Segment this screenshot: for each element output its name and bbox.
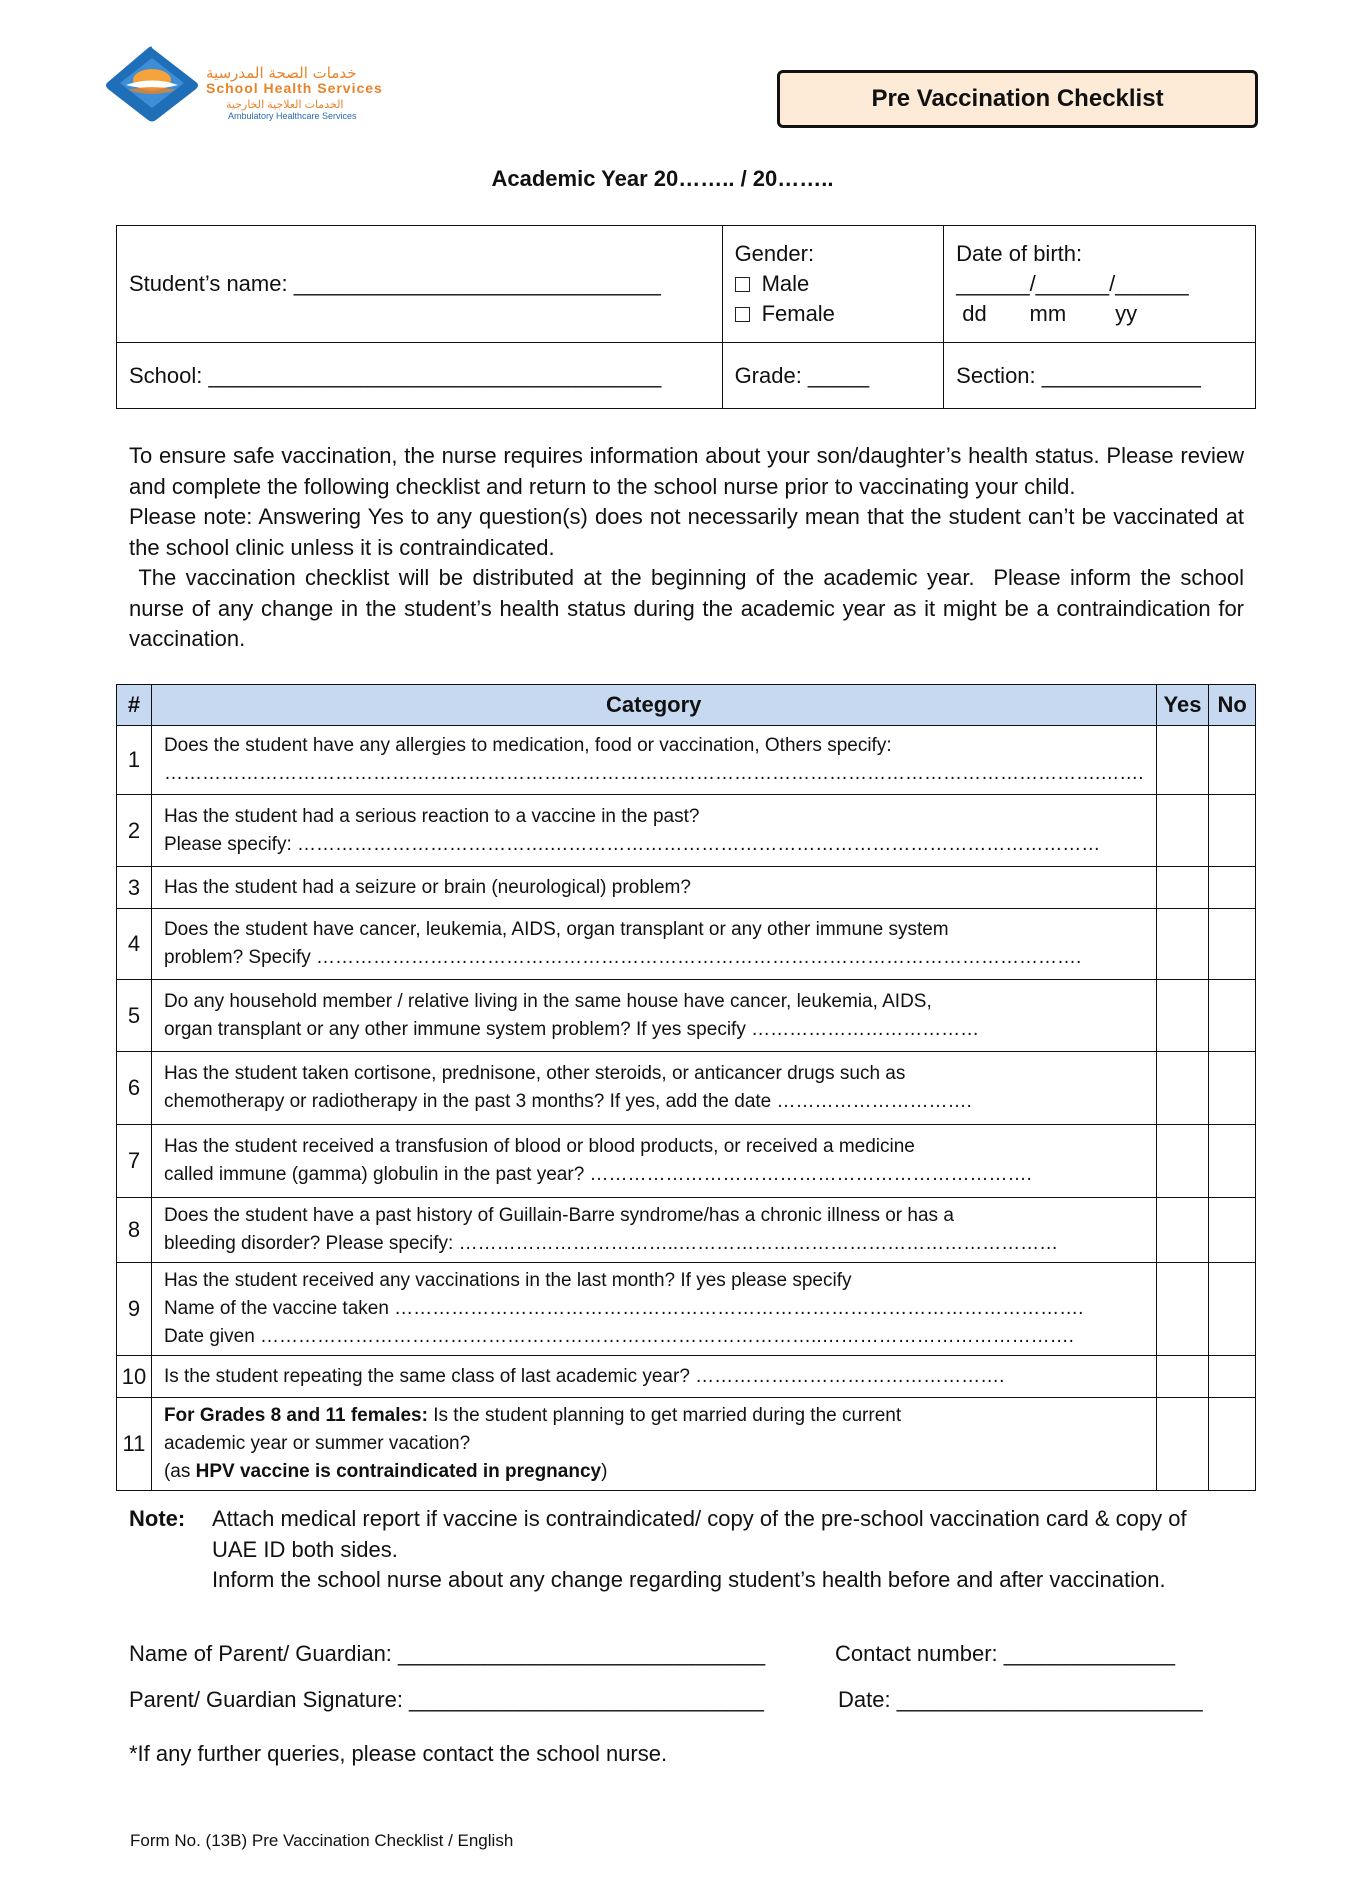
school-health-logo (104, 46, 404, 124)
table-row (117, 1198, 1256, 1263)
table-row (117, 867, 1256, 909)
logo-english-subtitle: Ambulatory Healthcare Services (228, 111, 357, 121)
table-row (117, 1398, 1256, 1491)
parent-name-field[interactable]: Name of Parent/ Guardian: ______________________________ (129, 1641, 766, 1666)
question-line: Is the student repeating the same class of last academic year? …………………………………………. (163, 1365, 1005, 1387)
question-line: Name of the vaccine taken ………………………………………………………………………………………………. (163, 1298, 1084, 1319)
contact-number-field[interactable]: Contact number: ______________ (835, 1641, 1176, 1666)
question-line: Has the student taken cortisone, prednisone, other steroids, or anticancer drugs such as (163, 1063, 906, 1084)
form-title: Pre Vaccination Checklist (777, 70, 1258, 128)
row-number: 2 (117, 795, 152, 867)
question-text: ) (601, 1461, 608, 1482)
yes-cell[interactable] (1156, 1356, 1209, 1398)
yes-cell[interactable] (1156, 1263, 1209, 1356)
question-text: (as (163, 1461, 196, 1482)
question-cell (151, 1356, 1156, 1398)
note-line: Attach medical report if vaccine is contraindicated/ copy of the pre-school vaccination card & copy of (212, 1506, 1187, 1531)
dob-parts: dd mm yy (956, 301, 1138, 326)
dob-label: Date of birth: (956, 241, 1083, 266)
parent-signature-field[interactable]: Parent/ Guardian Signature: _____________________________ (129, 1687, 764, 1712)
section-label: Section: _____________ (956, 362, 1201, 388)
question-line: Do any household member / relative living in the same house have cancer, leukemia, AIDS, (163, 990, 932, 1012)
note-label: Note: (129, 1506, 186, 1531)
section-field[interactable] (944, 343, 1256, 409)
male-label: Male (761, 271, 810, 296)
student-name-field[interactable] (117, 226, 723, 343)
header-category: Category (151, 685, 1156, 726)
date-field[interactable]: Date: _________________________ (838, 1687, 1203, 1712)
question-cell (151, 1125, 1156, 1198)
row-number: 5 (117, 980, 152, 1052)
no-cell[interactable] (1209, 867, 1256, 909)
student-name-label: Student’s name: ______________________________ (129, 271, 661, 296)
note-section (129, 1504, 1249, 1596)
gender-option-female[interactable] (735, 299, 932, 329)
no-cell[interactable] (1209, 1263, 1256, 1356)
question-cell (151, 1398, 1156, 1491)
logo-arabic-subtitle: الخدمات العلاجية الخارجية (226, 99, 344, 111)
question-bold-text: For Grades 8 and 11 females: (163, 1405, 428, 1426)
table-row (117, 1263, 1256, 1356)
row-number: 4 (117, 909, 152, 980)
school-health-logo-icon (104, 46, 200, 124)
question-line: called immune (gamma) globulin in the past year? ……………………………………………………………. (163, 1164, 1032, 1185)
question-line: Has the student received a transfusion of blood or blood products, or received a medicine (163, 1136, 915, 1157)
query-note: *If any further queries, please contact the school nurse. (129, 1741, 668, 1766)
gender-cell (722, 226, 944, 343)
no-cell[interactable] (1209, 1052, 1256, 1125)
grade-field[interactable] (722, 343, 944, 409)
header-no: No (1209, 685, 1256, 726)
row-number: 10 (117, 1356, 152, 1398)
yes-cell[interactable] (1156, 1052, 1209, 1125)
student-info-table (116, 225, 1256, 409)
question-line: Does the student have cancer, leukemia, AIDS, organ transplant or any other immune system (163, 919, 949, 940)
gender-option-male[interactable] (735, 269, 932, 299)
question-line: problem? Specify …………………………………………………………………………………………………………. (163, 947, 1082, 968)
no-cell[interactable] (1209, 1356, 1256, 1398)
question-line (164, 1458, 1144, 1486)
yes-cell[interactable] (1156, 909, 1209, 980)
no-cell[interactable] (1209, 726, 1256, 795)
question-text: Is the student planning to get married during the current (427, 1405, 902, 1426)
no-cell[interactable] (1209, 1398, 1256, 1491)
logo-english-name: School Health Services (206, 80, 383, 96)
school-field[interactable] (117, 343, 723, 409)
header-yes: Yes (1156, 685, 1209, 726)
question-line: Does the student have any allergies to medication, food or vaccination, Others specify: (163, 735, 892, 756)
question-line: Has the student had a seizure or brain (neurological) problem? (163, 876, 691, 898)
female-checkbox[interactable] (735, 307, 750, 322)
no-cell[interactable] (1209, 795, 1256, 867)
question-line: chemotherapy or radiotherapy in the past 3 months? If yes, add the date …………………………. (163, 1091, 972, 1112)
question-cell (151, 1198, 1156, 1263)
row-number: 1 (117, 726, 152, 795)
row-number: 9 (117, 1263, 152, 1356)
note-text (212, 1504, 1249, 1596)
question-cell (151, 867, 1156, 909)
question-line: bleeding disorder? Please specify: ……………………………..…………………………………………………… (163, 1233, 1059, 1254)
question-line: organ transplant or any other immune system problem? If yes specify ……………………………… (163, 1018, 980, 1040)
dob-line: ______/______/______ (956, 271, 1189, 296)
note-line: Inform the school nurse about any change regarding student’s health before and after vaccination. (212, 1567, 1166, 1592)
question-line: ………………………………………………………………………………………………………………………………….……. (163, 763, 1144, 784)
question-line: academic year or summer vacation? (163, 1433, 471, 1454)
male-checkbox[interactable] (735, 277, 750, 292)
yes-cell[interactable] (1156, 726, 1209, 795)
table-row (117, 1052, 1256, 1125)
intro-paragraph: The vaccination checklist will be distributed at the beginning of the academic year. Please inform the school nurse of any change in the student’s health status during the academic year as it might be a contraindication for vaccination. (129, 565, 1251, 651)
no-cell[interactable] (1209, 1125, 1256, 1198)
yes-cell[interactable] (1156, 1198, 1209, 1263)
yes-cell[interactable] (1156, 980, 1209, 1052)
question-line: Has the student received any vaccinations in the last month? If yes please specify (163, 1270, 852, 1291)
question-line (164, 1402, 1144, 1430)
note-line: UAE ID both sides. (212, 1536, 398, 1562)
question-line: Does the student have a past history of Guillain-Barre syndrome/has a chronic illness or has a (163, 1205, 954, 1226)
logo-arabic-name: خدمات الصحة المدرسية (206, 64, 357, 82)
question-line: Date given ……………………………………………………………………………..…………………………………. (163, 1326, 1074, 1347)
no-cell[interactable] (1209, 909, 1256, 980)
question-line: Has the student had a serious reaction to a vaccine in the past? (163, 805, 700, 827)
intro-paragraph: Please note: Answering Yes to any question(s) does not necessarily mean that the student can’t be vaccinated at the school clinic unless it is contraindicated. (129, 504, 1244, 560)
question-cell (151, 726, 1156, 795)
question-bold-text: HPV vaccine is contraindicated in pregnancy (195, 1461, 602, 1482)
row-number: 11 (117, 1398, 152, 1491)
table-row (117, 980, 1256, 1052)
question-line: Please specify: ………………………………….…………………………………………………………………………… (163, 833, 1101, 855)
row-number: 8 (117, 1198, 152, 1263)
table-row (117, 795, 1256, 867)
intro-paragraph: To ensure safe vaccination, the nurse requires information about your son/daughter’s health status. Please review and complete the following checklist and return to the school nurse prior to vaccinating your child. (129, 443, 1244, 499)
question-cell (151, 1052, 1156, 1125)
grade-label: Grade: _____ (734, 362, 870, 388)
question-cell (151, 1263, 1156, 1356)
yes-cell[interactable] (1156, 1398, 1209, 1491)
header-number: # (117, 685, 152, 726)
row-number: 7 (117, 1125, 152, 1198)
checklist-table (116, 684, 1256, 1491)
female-label: Female (761, 301, 835, 326)
school-label: School: _____________________________________ (129, 362, 662, 388)
intro-text (129, 441, 1251, 655)
question-cell (151, 795, 1156, 867)
row-number: 6 (117, 1052, 152, 1125)
yes-cell[interactable] (1156, 867, 1209, 909)
no-cell[interactable] (1209, 980, 1256, 1052)
table-row (117, 1125, 1256, 1198)
yes-cell[interactable] (1156, 1125, 1209, 1198)
form-number: Form No. (13B) Pre Vaccination Checklist / English (130, 1831, 514, 1850)
academic-year: Academic Year 20…….. / 20…….. (491, 166, 834, 191)
yes-cell[interactable] (1156, 795, 1209, 867)
gender-label: Gender: (734, 241, 815, 266)
table-row (117, 1356, 1256, 1398)
question-cell (151, 909, 1156, 980)
question-cell (151, 980, 1156, 1052)
table-row (117, 726, 1256, 795)
table-row (117, 909, 1256, 980)
no-cell[interactable] (1209, 1198, 1256, 1263)
row-number: 3 (117, 867, 152, 909)
date-of-birth-cell[interactable] (944, 226, 1256, 343)
